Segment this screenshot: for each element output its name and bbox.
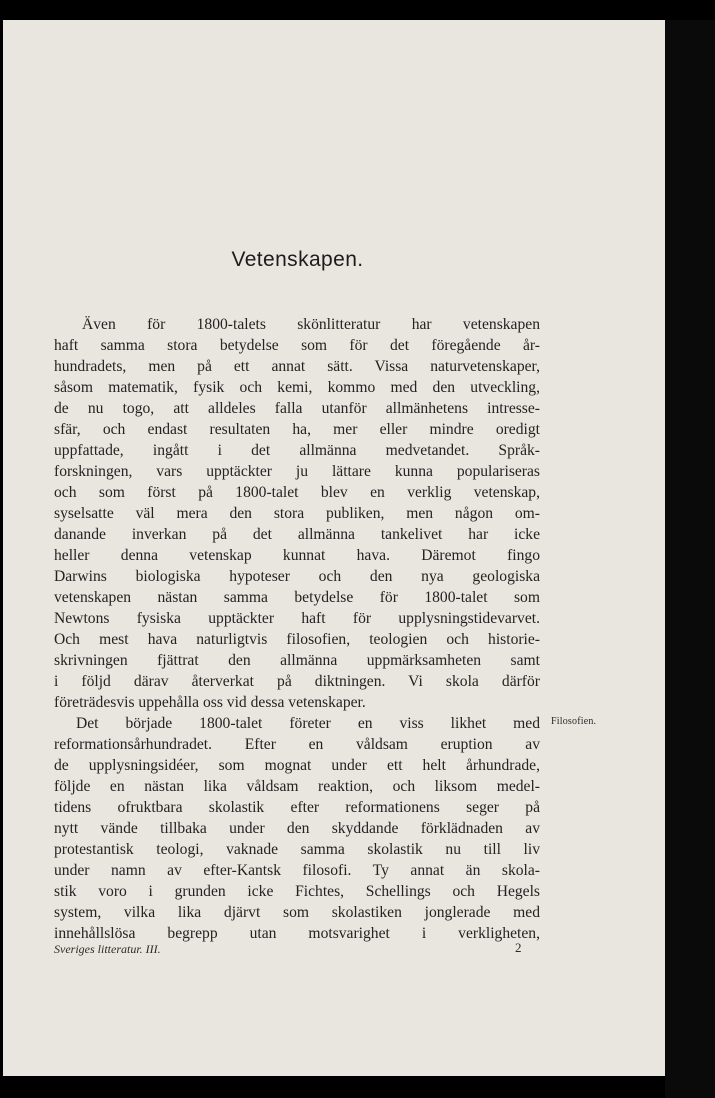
book-page bbox=[3, 20, 665, 1076]
text-line: system, vilka lika djärvt som skolastiken jonglerade med bbox=[54, 904, 540, 921]
page-edge bbox=[665, 20, 715, 1098]
text-line: sfär, och endast resultaten ha, mer eller mindre oredigt bbox=[54, 421, 540, 438]
text-line: i följd därav återverkat på diktningen. Vi skola därför bbox=[54, 673, 540, 690]
margin-note: Filosofien. bbox=[551, 716, 597, 727]
text-line: innehållslösa begrepp utan motsvarighet i verkligheten, bbox=[54, 925, 540, 942]
text-line: följde en nästan lika våldsam reaktion, och liksom medel- bbox=[54, 778, 540, 795]
text-line: och som först på 1800-talet blev en verklig vetenskap, bbox=[54, 484, 540, 501]
text-line: heller denna vetenskap kunnat hava. Däremot fingo bbox=[54, 547, 540, 564]
text-line: Det började 1800-talet företer en viss likhet med bbox=[76, 715, 540, 732]
text-line: uppfattade, ingått i det allmänna medvetandet. Språk- bbox=[54, 442, 540, 459]
text-line: skrivningen fjättrat den allmänna uppmärksamheten samt bbox=[54, 652, 540, 669]
text-line: såsom matematik, fysik och kemi, kommo med den utveckling, bbox=[54, 379, 540, 396]
text-line: Darwins biologiska hypoteser och den nya geologiska bbox=[54, 568, 540, 585]
chapter-heading: Vetenskapen. bbox=[231, 248, 364, 271]
text-line: Newtons fysiska upptäckter haft för upplysningstidevarvet. bbox=[54, 610, 540, 627]
text-line: stik voro i grunden icke Fichtes, Schellings och Hegels bbox=[54, 883, 540, 900]
text-line: Och mest hava naturligtvis filosofien, teologien och historie- bbox=[54, 631, 540, 648]
text-line: nytt vände tillbaka under den skyddande förklädnaden av bbox=[54, 820, 540, 837]
text-line: reformationsårhundradet. Efter en våldsam eruption av bbox=[54, 736, 540, 753]
text-line: protestantisk teologi, vaknade samma skolastik nu till liv bbox=[54, 841, 540, 858]
text-line: danande inverkan på det allmänna tankelivet har icke bbox=[54, 526, 540, 543]
text-line: under namn av efter-Kantsk filosofi. Ty annat än skola- bbox=[54, 862, 540, 879]
text-line: hundradets, men på ett annat sätt. Vissa naturvetenskaper, bbox=[54, 358, 540, 375]
signature-mark: Sveriges litteratur. III. bbox=[54, 942, 161, 956]
text-line: Även för 1800-talets skönlitteratur har vetenskapen bbox=[82, 316, 540, 333]
text-line: syselsatte väl mera den stora publiken, men någon om- bbox=[54, 505, 540, 522]
text-line: forskningen, vars upptäckter ju lättare kunna populariseras bbox=[54, 463, 540, 480]
text-line: vetenskapen nästan samma betydelse för 1800-talet som bbox=[54, 589, 540, 606]
body-text bbox=[54, 314, 540, 944]
sheet-number: 2 bbox=[515, 940, 522, 955]
text-line: de nu togo, att alldeles falla utanför allmänhetens intresse- bbox=[54, 400, 540, 417]
text-line: de upplysningsidéer, som mognat under ett helt århundrade, bbox=[54, 757, 540, 774]
text-line: tidens ofruktbara skolastik efter reformationens seger på bbox=[54, 799, 540, 816]
text-line: haft samma stora betydelse som för det föregående år- bbox=[54, 337, 540, 354]
text-line: företrädesvis uppehålla oss vid dessa vetenskaper. bbox=[54, 694, 366, 711]
